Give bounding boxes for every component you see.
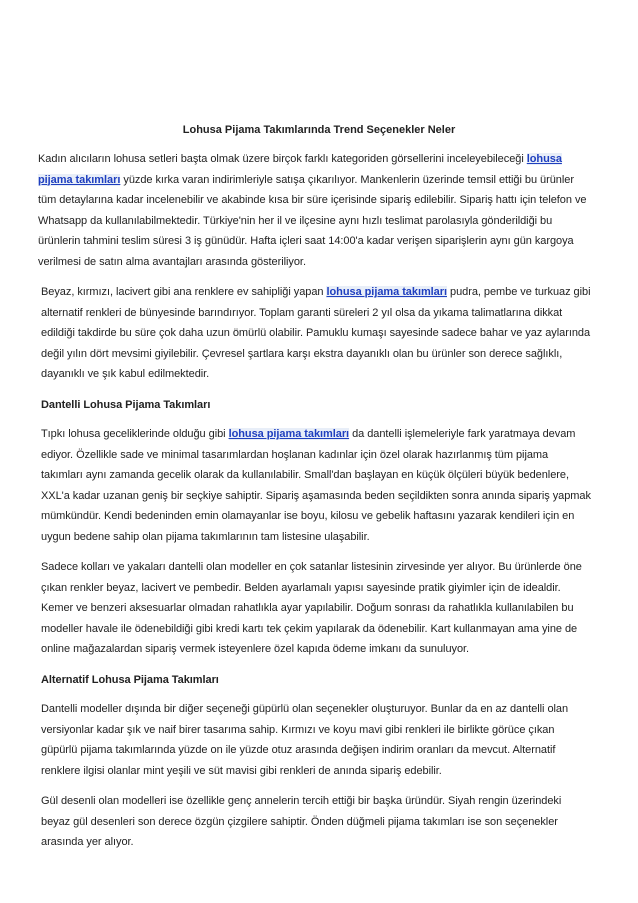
paragraph-text: Tıpkı lohusa geceliklerinde olduğu gibi [41, 428, 229, 440]
paragraph-dantelli [38, 424, 591, 547]
paragraph-text: Kadın alıcıların lohusa setleri başta olmak üzere birçok farklı kategoriden görsellerini inceleyebileceği [38, 153, 527, 165]
paragraph-text: da dantelli işlemeleriyle fark yaratmaya devam ediyor. Özellikle sade ve minimal tasarımlardan hoşlanan kadınlar için özel olarak hazırlanmış tüm pijama takımları aynı zamanda gecelik olarak da kullanılabilir. Small'dan başlayan en küçük ölçüleri büyük bedenlere, XXL'a kadar uzanan geniş bir seçkiye sahiptir. Sipariş aşamasında beden seçildikten sonra anında sipariş yapmak mümkündür. Kendi bedeninden emin olamayanlar ise boyu, kilosu ve gebelik haftasını yazarak kendileri için en uygun bedene sahip olan pijama takımlarının tam listesine ulaşabilir. [41, 428, 591, 543]
paragraph-intro [38, 149, 591, 272]
page-title: Lohusa Pijama Takımlarında Trend Seçenekler Neler [182, 124, 456, 136]
paragraph-text: pudra, pembe ve turkuaz gibi alternatif renkleri de bünyesinde barındırıyor. Toplam garanti süreleri 2 yıl olsa da yıkama talimatlarına dikkat edildiği takdirde bu süre çok daha uzun ömürlü olabilir. Pamuklu kumaşı sayesinde sadece bahar ve yaz aylarında değil yılın dört mevsimi giyilebilir. Çevresel şartlara karşı ekstra dayanıklı olan bu ürünler son derece sağlıklı, dayanıklı ve şık kabul edilmektedir. [41, 286, 591, 380]
paragraph-text: Beyaz, kırmızı, lacivert gibi ana renklere ev sahipliği yapan [41, 286, 327, 298]
keyword-link[interactable]: lohusa pijama takımları [326, 286, 447, 298]
section-heading-alternatif: Alternatif Lohusa Pijama Takımları [41, 673, 219, 686]
paragraph-gul-desenli: Gül desenli olan modelleri ise özellikle genç annelerin tercih ettiği bir başka üründür. Siyah rengin üzerindeki beyaz gül desenleri son derece özgün çizgilere sahiptir. Önden düğmeli pijama takımları ise son seçenekler arasında yer alıyor. [41, 795, 562, 848]
paragraph-colors [38, 282, 591, 385]
section-heading-dantelli: Dantelli Lohusa Pijama Takımları [41, 398, 211, 411]
paragraph-alternatif: Dantelli modeller dışında bir diğer seçeneği güpürlü olan seçenekler oluşturuyor. Bunlar da en az dantelli olan versiyonlar kadar şık ve naif birer tasarıma sahip. Kırmızı ve koyu mavi gibi renkleri ile birlikte görüce çıkan güpürlü pijama takımlarında yüzde on ile yüzde otuz arasında değişen indirim oranları da mevcut. Alternatif renklere ilgisi olanlar mint yeşili ve süt mavisi gibi renkleri de anında sipariş edebilir. [41, 703, 569, 777]
paragraph-dantelli-2: Sadece kolları ve yakaları dantelli olan modeller en çok satanlar listesinin zirvesinde yer alıyor. Bu ürünlerde öne çıkan renkler beyaz, lacivert ve pembedir. Belden ayarlamalı yapısı sayesinde pratik giyimler için de idealdir. Kemer ve benzeri aksesuarlar olmadan rahatlıkla ayar yapılabilir. Doğum sonrası da rahatlıkla kullanılabilen bu modeller havale ile ödenebildiği gibi kredi kartı tek çekim yapılarak da ödenebilir. Kart kullanmayan ama yine de online mağazalardan sipariş vermek isteyenlere özel kapıda ödeme imkanı da sunuluyor. [41, 561, 582, 655]
paragraph-text: yüzde kırka varan indirimleriyle satışa çıkarılıyor. Mankenlerin üzerinde temsil ettiği bu ürünler tüm detaylarına kadar incelenebilir ve akabinde kısa bir süre içerisinde sipariş edilebilir. Sipariş hattı için telefon ve Whatsapp da kullanılabilmektedir. Türkiye'nin her il ve ilçesine aynı hızlı teslimat parolasıyla gönderildiği bu ürünlerin tahmini teslim süresi 3 iş günüdür. Hafta içleri saat 14:00'a kadar verişen siparişlerin aynı gün kargoya verilmesi de satın alma avantajları arasında gösteriliyor. [38, 173, 587, 268]
keyword-link[interactable]: lohusa pijama takımları [38, 153, 562, 186]
article-body [38, 149, 591, 863]
keyword-link[interactable]: lohusa pijama takımları [228, 428, 350, 440]
